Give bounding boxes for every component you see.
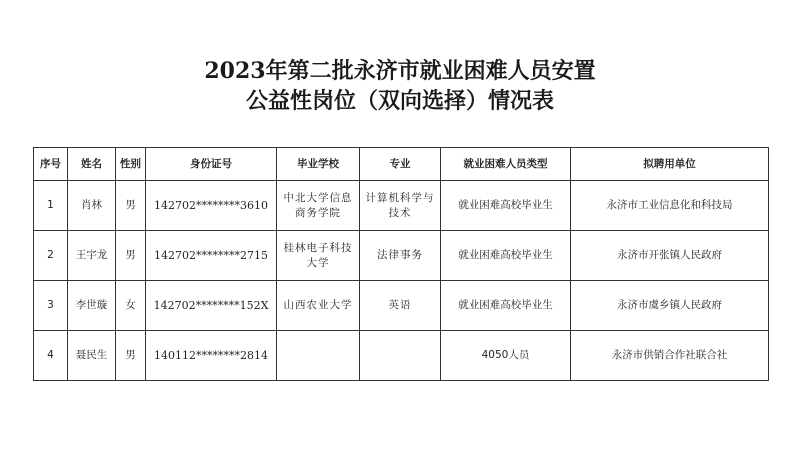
title-line-2: 公益性岗位（双向选择）情况表 — [245, 88, 554, 114]
table-row — [34, 331, 769, 381]
table-row — [34, 281, 769, 331]
header-index: 序号 — [34, 148, 68, 181]
cell-major: 计算机科学与技术 — [360, 181, 441, 231]
cell-id-number: 142702********152X — [146, 281, 277, 331]
header-id-number: 身份证号 — [146, 148, 277, 181]
cell-major: 法律事务 — [360, 231, 441, 281]
cell-index: 3 — [34, 281, 68, 331]
header-category: 就业困难人员类型 — [441, 148, 571, 181]
table-row — [34, 231, 769, 281]
header-employer: 拟聘用单位 — [571, 148, 769, 181]
cell-name: 王宇龙 — [68, 231, 116, 281]
cell-employer: 永济市开张镇人民政府 — [571, 231, 769, 281]
cell-category: 就业困难高校毕业生 — [441, 181, 571, 231]
cell-school: 桂林电子科技大学 — [277, 231, 360, 281]
header-major: 专业 — [360, 148, 441, 181]
cell-index: 2 — [34, 231, 68, 281]
cell-gender: 男 — [116, 181, 146, 231]
cell-school: 中北大学信息商务学院 — [277, 181, 360, 231]
cell-major: 英语 — [360, 281, 441, 331]
cell-index: 1 — [34, 181, 68, 231]
cell-major — [360, 331, 441, 381]
table-header-row — [34, 148, 769, 181]
header-gender: 性别 — [116, 148, 146, 181]
cell-name: 肖林 — [68, 181, 116, 231]
cell-name: 聂民生 — [68, 331, 116, 381]
cell-id-number: 142702********2715 — [146, 231, 277, 281]
table-row — [34, 181, 769, 231]
cell-gender: 男 — [116, 231, 146, 281]
title-line-1: 2023年第二批永济市就业困难人员安置 — [204, 58, 596, 84]
cell-employer: 永济市虞乡镇人民政府 — [571, 281, 769, 331]
cell-category: 就业困难高校毕业生 — [441, 281, 571, 331]
cell-category: 就业困难高校毕业生 — [441, 231, 571, 281]
header-school: 毕业学校 — [277, 148, 360, 181]
header-name: 姓名 — [68, 148, 116, 181]
cell-index: 4 — [34, 331, 68, 381]
cell-school: 山西农业大学 — [277, 281, 360, 331]
cell-id-number: 142702********3610 — [146, 181, 277, 231]
cell-gender: 男 — [116, 331, 146, 381]
placement-table — [33, 147, 769, 381]
document-title — [0, 56, 800, 116]
cell-name: 李世璇 — [68, 281, 116, 331]
cell-category: 4050人员 — [441, 331, 571, 381]
cell-id-number: 140112********2814 — [146, 331, 277, 381]
cell-school — [277, 331, 360, 381]
cell-employer: 永济市工业信息化和科技局 — [571, 181, 769, 231]
cell-gender: 女 — [116, 281, 146, 331]
cell-employer: 永济市供销合作社联合社 — [571, 331, 769, 381]
